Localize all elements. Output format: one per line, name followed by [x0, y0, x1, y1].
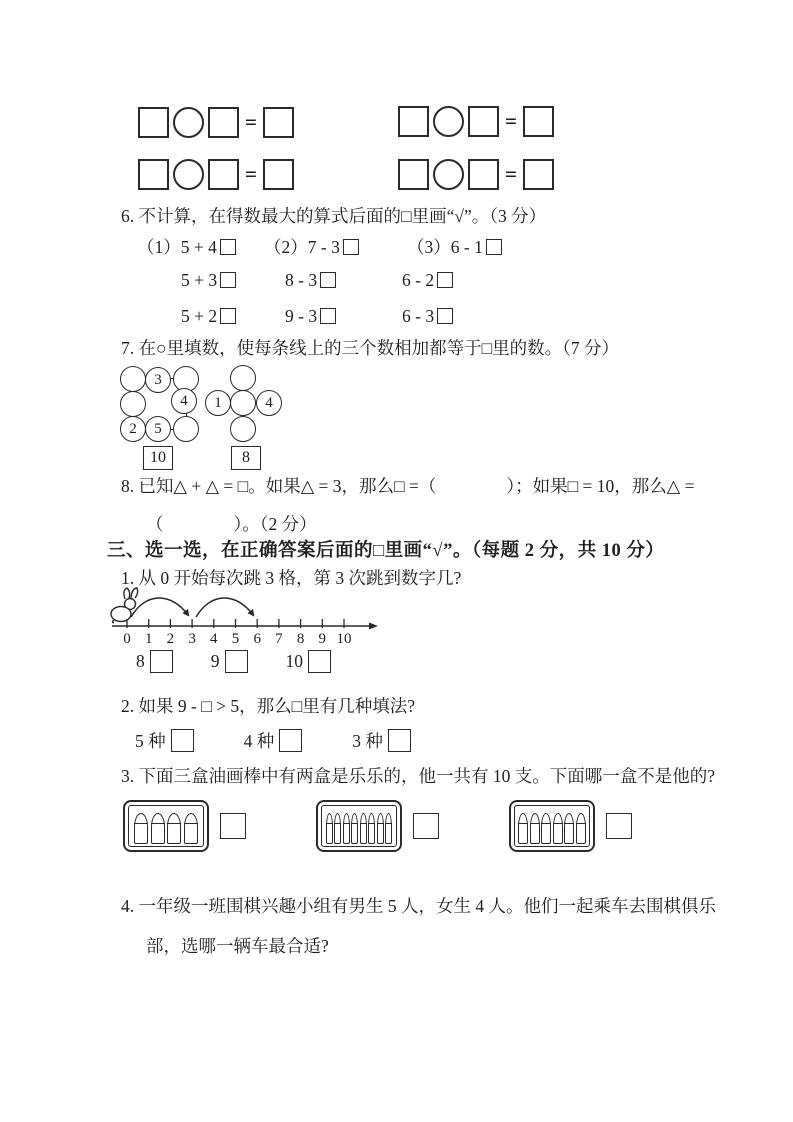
answer-checkbox[interactable]: [171, 729, 194, 752]
q6-column-2: [264, 234, 359, 342]
jump-arc: [196, 598, 253, 617]
answer-checkbox[interactable]: [279, 729, 302, 752]
q6-column-3: [402, 234, 502, 342]
option: [244, 728, 303, 753]
crayon-tray: [128, 805, 204, 847]
crayon-icon: [151, 813, 165, 844]
s3-q3-title: 3. 下面三盒油画棒中有两盒是乐乐的，他一共有 10 支。下面哪一盒不是他的?: [121, 766, 716, 786]
crayon-icon: [530, 813, 540, 844]
q6-expression: 9 - 3: [285, 306, 318, 326]
answer-checkbox[interactable]: [308, 650, 331, 673]
option-label: 4 种: [243, 731, 275, 751]
equals-sign: =: [505, 109, 517, 133]
fill-circle[interactable]: 4: [171, 388, 197, 414]
target-sum-box: 8: [231, 446, 261, 470]
target-sum-box: 10: [143, 446, 173, 470]
q6-column-1: [137, 234, 236, 342]
fill-circle[interactable]: 4: [256, 390, 282, 416]
operator-circle[interactable]: [173, 159, 204, 190]
crayon-icon: [553, 813, 563, 844]
crayon-option: [316, 800, 439, 852]
crayon-icon: [541, 813, 551, 844]
fill-circle[interactable]: [230, 416, 256, 442]
option-label: 3 种: [352, 731, 383, 751]
equation-template: [138, 107, 294, 138]
option: [211, 650, 248, 673]
q6-expression: 5 + 4: [180, 237, 217, 257]
crayon-icon: [377, 813, 384, 844]
answer-checkbox[interactable]: [343, 239, 359, 255]
q7-cross-diagram: [204, 364, 296, 470]
operator-circle[interactable]: [433, 159, 464, 190]
tick-label: 6: [253, 631, 261, 647]
operand-box[interactable]: [138, 159, 169, 190]
crayon-option: [509, 800, 632, 852]
q7-ring-diagram: [117, 364, 209, 470]
crayon-box: [123, 800, 209, 852]
q3-crayon-boxes: [123, 800, 632, 852]
s3-q2-title: 2. 如果 9 - □ > 5，那么□里有几种填法?: [121, 696, 415, 716]
q6-item: [264, 306, 359, 328]
equals-sign: =: [245, 162, 257, 186]
tick-label: 10: [336, 631, 352, 647]
crayon-option: [123, 800, 246, 852]
q6-item: [137, 306, 236, 328]
crayon-icon: [326, 813, 333, 844]
q6-item: [402, 234, 502, 256]
q6-expression: 6 - 2: [402, 270, 435, 290]
q6-prefix: （2）: [264, 237, 308, 257]
operand-box[interactable]: [468, 159, 499, 190]
q6-title: 6. 不计算，在得数最大的算式后面的□里画“√”。（3 分）: [121, 206, 547, 226]
fill-circle[interactable]: [120, 391, 146, 417]
crayon-icon: [334, 813, 341, 844]
answer-checkbox[interactable]: [220, 239, 236, 255]
answer-checkbox[interactable]: [388, 729, 411, 752]
q6-prefix: （3）: [407, 237, 451, 257]
crayon-icon: [564, 813, 574, 844]
tick-label: 8: [296, 631, 305, 647]
rabbit-icon: [111, 588, 138, 623]
answer-checkbox[interactable]: [320, 308, 336, 324]
q6-item: [137, 234, 236, 256]
result-box[interactable]: [523, 106, 554, 137]
tick-label: 5: [231, 631, 240, 647]
crayon-icon: [351, 813, 358, 844]
q6-expression: 8 - 3: [285, 270, 318, 290]
operator-circle[interactable]: [433, 106, 464, 137]
fill-circle[interactable]: 2: [120, 416, 146, 442]
option-label: 10: [285, 651, 303, 671]
q6-item: [137, 270, 236, 292]
result-box[interactable]: [263, 107, 294, 138]
answer-checkbox[interactable]: [486, 239, 502, 255]
fill-circle[interactable]: 3: [145, 367, 171, 393]
operand-box[interactable]: [468, 106, 499, 137]
crayon-box: [509, 800, 595, 852]
equation-template: [138, 159, 294, 190]
crayon-icon: [385, 813, 392, 844]
equation-template: [398, 159, 554, 190]
q6-expression: 5 + 3: [181, 270, 218, 290]
operand-box[interactable]: [208, 159, 239, 190]
q8-line2: （ ）。（2 分）: [146, 514, 317, 534]
jump-arc: [131, 598, 188, 617]
option-label: 8: [136, 651, 145, 671]
operator-circle[interactable]: [173, 107, 204, 138]
s3-q4-line2: 部，选哪一辆车最合适?: [146, 936, 329, 956]
operand-box[interactable]: [398, 159, 429, 190]
crayon-box: [316, 800, 402, 852]
q7-title: 7. 在○里填数，使每条线上的三个数相加都等于□里的数。（7 分）: [121, 338, 620, 358]
answer-checkbox[interactable]: [437, 308, 453, 324]
crayon-icon: [184, 813, 198, 844]
s3-q4-line1: 4. 一年级一班围棋兴趣小组有男生 5 人，女生 4 人。他们一起乘车去围棋俱乐: [121, 896, 716, 916]
fill-circle[interactable]: [230, 365, 256, 391]
answer-checkbox[interactable]: [320, 272, 336, 288]
q6-expression: 6 - 1: [450, 237, 483, 257]
crayon-tray: [321, 805, 397, 847]
tick-label: 3: [188, 631, 196, 647]
crayon-icon: [134, 813, 148, 844]
crayon-icon: [368, 813, 375, 844]
tick-label: 9: [318, 631, 327, 647]
equation-template: [398, 106, 554, 137]
crayon-icon: [343, 813, 350, 844]
q2-options: [135, 728, 411, 753]
operand-box[interactable]: [138, 107, 169, 138]
fill-circle[interactable]: 1: [205, 390, 231, 416]
tick-label: 2: [166, 631, 175, 647]
operand-box[interactable]: [398, 106, 429, 137]
result-box[interactable]: [263, 159, 294, 190]
fill-circle[interactable]: [230, 390, 256, 416]
q6-expression: 5 + 2: [181, 306, 218, 326]
q6-expression: 7 - 3: [307, 237, 340, 257]
option: [352, 728, 411, 753]
q6-item: [402, 270, 502, 292]
q6-expression: 6 - 3: [402, 306, 435, 326]
answer-checkbox[interactable]: [225, 650, 248, 673]
equals-sign: =: [505, 162, 517, 186]
tick-label: 4: [210, 631, 218, 647]
equals-sign: =: [245, 110, 257, 134]
tick-label: 7: [275, 631, 283, 647]
crayon-tray: [514, 805, 590, 847]
q6-item: [402, 306, 502, 328]
option: [136, 650, 173, 673]
answer-checkbox[interactable]: [220, 308, 236, 324]
answer-checkbox[interactable]: [413, 813, 439, 839]
operand-box[interactable]: [208, 107, 239, 138]
result-box[interactable]: [523, 159, 554, 190]
crayon-icon: [576, 813, 586, 844]
answer-checkbox[interactable]: [437, 272, 453, 288]
option-label: 9: [210, 651, 220, 671]
q6-prefix: （1）: [137, 237, 181, 257]
answer-checkbox[interactable]: [220, 272, 236, 288]
number-line-svg: [106, 586, 406, 648]
crayon-icon: [518, 813, 528, 844]
tick-label: 1: [144, 631, 153, 647]
option: [135, 728, 194, 753]
fill-circle[interactable]: 5: [145, 416, 171, 442]
q8-line1: 8. 已知△ + △ = □。如果△ = 3，那么□ =（ ）；如果□ = 10，那么△ =: [121, 476, 695, 496]
answer-checkbox[interactable]: [220, 813, 246, 839]
option: [286, 650, 332, 673]
section3-heading: 三、选一选，在正确答案后面的□里画“√”。（每题 2 分，共 10 分）: [107, 541, 665, 561]
crayon-icon: [360, 813, 367, 844]
answer-checkbox[interactable]: [150, 650, 173, 673]
q6-item: [264, 270, 359, 292]
tick-label: 0: [123, 631, 131, 647]
q6-item: [264, 234, 359, 256]
fill-circle[interactable]: [120, 366, 146, 392]
answer-checkbox[interactable]: [606, 813, 632, 839]
s3-q1-title: 1. 从 0 开始每次跳 3 格，第 3 次跳到数字几?: [121, 568, 462, 588]
fill-circle[interactable]: [173, 416, 199, 442]
q1-options: [136, 650, 331, 673]
option-label: 5 种: [135, 731, 166, 751]
crayon-icon: [167, 813, 181, 844]
